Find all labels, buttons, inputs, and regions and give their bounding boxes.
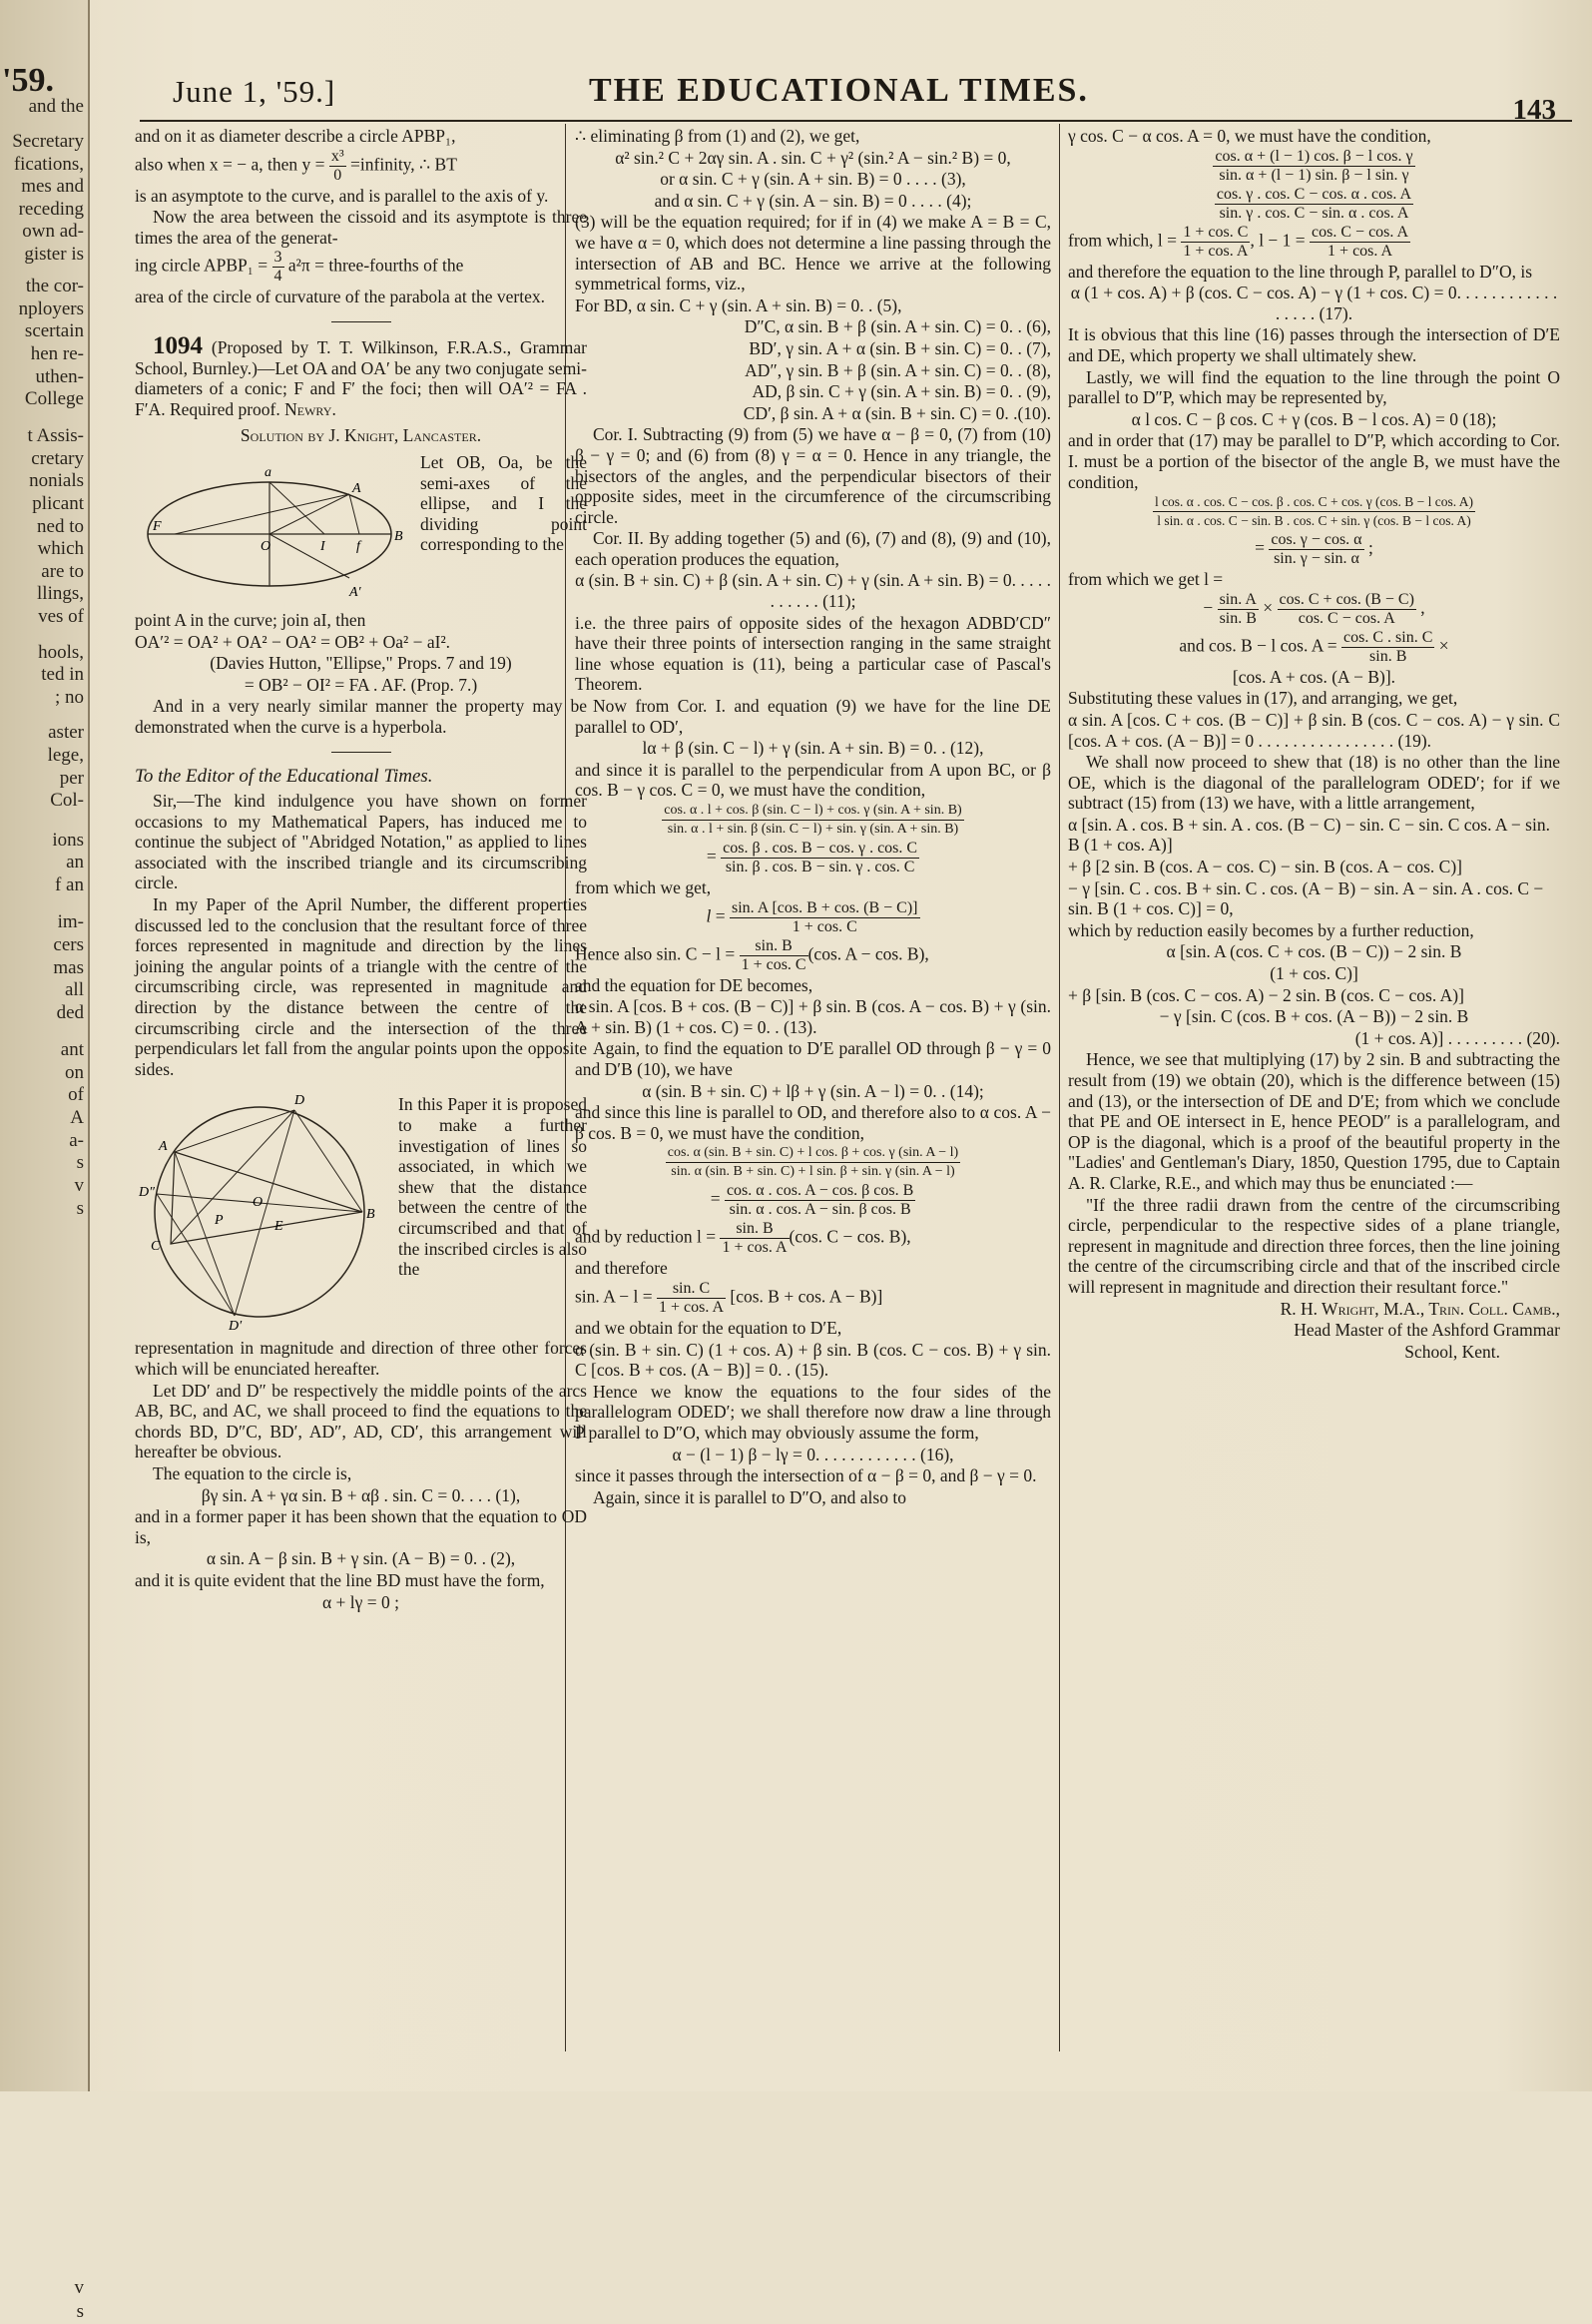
numerator: cos. α + (l − 1) cos. β − l cos. γ xyxy=(1215,147,1413,165)
text-paragraph: In this Paper it is proposed to make a further investigation of lines so associated, in which we shew that the distance between the centre of the circumscribed and that of the inscribed circles is also the xyxy=(398,1094,587,1280)
equation: AD, β sin. C + γ (sin. A + sin. B) = 0. . (9), xyxy=(752,381,1051,402)
equation: [cos. A + cos. (A − B)]. xyxy=(1232,666,1396,687)
previous-page-text-fragment: on xyxy=(65,1062,84,1083)
fraction xyxy=(1215,186,1413,223)
previous-page-text-fragment: ded xyxy=(56,1002,84,1023)
equation: βγ sin. A + γα sin. B + αβ . sin. C = 0. . . . (1), xyxy=(201,1484,521,1505)
label-D-prime: D′ xyxy=(229,1319,243,1335)
equation: α (sin. B + sin. C) + β (sin. A + sin. C) + γ (sin. A + sin. B) = 0. . . . . . . . . . . (11); xyxy=(575,570,1051,612)
equation: α (1 + cos. A) + β (cos. C − cos. A) − γ (1 + cos. C) = 0. . . . . . . . . . . . . . . . . (17). xyxy=(1070,283,1558,323)
previous-page-text-fragment: plicant xyxy=(32,493,84,514)
label-A-prime: A′ xyxy=(349,584,361,600)
text-paragraph: is an asymptote to the curve, and is parallel to the axis of y. xyxy=(135,185,549,206)
publication-title: THE EDUCATIONAL TIMES. xyxy=(589,72,1089,109)
equation-text: and cos. B − l cos. A = xyxy=(1179,635,1337,656)
previous-page-text-fragment: mas xyxy=(53,957,84,978)
chord-line xyxy=(294,1110,362,1212)
previous-page-text-fragment: llings, xyxy=(37,583,84,604)
previous-page-text-fragment: Col- xyxy=(50,790,84,811)
equation xyxy=(1068,148,1560,185)
equation-text: =infinity, ∴ BT xyxy=(350,154,457,175)
equation-text: (cos. A − cos. B), xyxy=(807,943,929,964)
equation xyxy=(575,1220,1051,1257)
equation-text: ing circle APBP₁ = xyxy=(135,255,268,276)
focal-line xyxy=(349,494,359,534)
numerator: 3 xyxy=(273,249,282,267)
text-paragraph: and we obtain for the equation to D′E, xyxy=(575,1317,842,1338)
previous-page-text-fragment: Secretary xyxy=(12,131,84,152)
equation-text: l xyxy=(706,905,712,926)
numerator: sin. B xyxy=(720,1220,789,1239)
equation: and α sin. C + γ (sin. A − sin. B) = 0 . . . . (4); xyxy=(654,190,972,211)
equation: α l cos. C − β cos. C + γ (cos. B − l cos. A) = 0 (18); xyxy=(1131,408,1497,429)
fraction xyxy=(730,899,920,936)
previous-page-text-fragment: scertain xyxy=(24,320,84,341)
text-paragraph: and since this line is parallel to OD, and therefore also to α cos. A − β cos. B = 0, we must have the condition, xyxy=(575,1102,1051,1143)
numerator: 1 + cos. C xyxy=(1183,223,1249,241)
equation: + β [2 sin. B (cos. A − cos. C) − sin. B (cos. A − cos. C)] xyxy=(1068,857,1462,877)
label-A: A xyxy=(352,480,361,496)
numerator: cos. C − cos. A xyxy=(1312,223,1409,241)
fraction xyxy=(720,1220,789,1257)
previous-page-text-fragment: v xyxy=(74,2277,84,2298)
previous-page-text-fragment: ted in xyxy=(41,664,84,685)
label-O: O xyxy=(253,1195,264,1211)
text-paragraph: And in a very nearly similar manner the property may be demonstrated when the curve is a hyperbola. xyxy=(135,696,587,737)
previous-page-text-fragment: ; no xyxy=(54,687,84,708)
letter-heading: To the Editor of the Educational Times. xyxy=(135,765,433,787)
solution-heading: Solution by J. Knight, Lancaster. xyxy=(240,425,482,446)
equation-text: [cos. B + cos. A − B)] xyxy=(730,1286,883,1307)
previous-page-text-fragment: receding xyxy=(18,199,84,220)
fraction xyxy=(721,840,919,876)
previous-page-edge xyxy=(0,0,90,2322)
fraction xyxy=(1153,493,1475,530)
previous-page-text-fragment: ned to xyxy=(37,516,84,537)
equation: lα + β (sin. C − l) + γ (sin. A + sin. B) = 0. . (12), xyxy=(642,738,984,759)
equation-text: sin. A − l = xyxy=(575,1286,653,1307)
equation: − γ [sin. C . cos. B + sin. C . cos. (A − B) − sin. A − sin. A . cos. C − sin. B (1 + cos. C)] = 0, xyxy=(1068,877,1544,919)
denominator: sin. α (sin. B + sin. C) + l sin. β + sin. γ (sin. A − l) xyxy=(671,1164,955,1180)
denominator: sin. α . cos. A − sin. β cos. B xyxy=(729,1201,911,1219)
text-paragraph: Let DD′ and D″ be respectively the middle points of the arcs AB, BC, and AC, we shall proceed to find the equations to the chords BD, D″C, BD′, AD″, AD, CD′, this arrangement will hereafter be obvious. xyxy=(135,1380,587,1462)
circumscribing-circle xyxy=(155,1107,364,1317)
label-C: C xyxy=(151,1239,161,1255)
text-paragraph: It is obvious that this line (16) passes through the intersection of D′E and DE, which property we shall ultimately shew. xyxy=(1068,324,1560,365)
text-paragraph: and since it is parallel to the perpendicular from A upon BC, or β cos. B − γ cos. C = 0, we must have the condition, xyxy=(575,759,1051,801)
equation-text: Hence also sin. C − l = xyxy=(575,943,736,964)
equation: + β [sin. B (cos. C − cos. A) − 2 sin. B (cos. C − cos. A)] xyxy=(1068,984,1464,1005)
equation: α sin. A [cos. B + cos. (B − C)] + β sin. B (cos. A − cos. B) + γ (sin. A + sin. B) (1 + cos. C) = 0. . (13). xyxy=(575,996,1051,1037)
author-signature: R. H. Wright, M.A., Trin. Coll. Camb., xyxy=(1280,1298,1560,1319)
previous-page-text-fragment: A xyxy=(70,1107,84,1128)
numerator: cos. γ − cos. α xyxy=(1271,531,1362,549)
equation-text: , l − 1 = xyxy=(1250,230,1306,251)
previous-page-text-fragment: s xyxy=(76,2301,84,2322)
fraction xyxy=(662,802,963,839)
denominator: 4 xyxy=(273,268,282,286)
text-paragraph: ∴ eliminating β from (1) and (2), we get, xyxy=(575,126,860,146)
text-paragraph: and it is quite evident that the line BD must have the form, xyxy=(135,1569,545,1590)
numerator: x³ xyxy=(330,147,344,165)
equation xyxy=(1068,493,1560,530)
previous-page-text-fragment: cers xyxy=(53,934,84,955)
fraction xyxy=(1278,591,1416,628)
equation xyxy=(575,802,1051,839)
equation-text: and by reduction l = xyxy=(575,1226,717,1247)
numerator: cos. α (sin. B + sin. C) + l cos. β + cos. γ (sin. A − l) xyxy=(666,1144,960,1163)
label-D-double-prime: D″ xyxy=(139,1185,155,1201)
semi-diameter-line xyxy=(269,494,349,534)
previous-page-text-fragment: hen re- xyxy=(30,343,84,364)
label-f: f xyxy=(356,538,360,554)
equation: α² sin.² C + 2αγ sin. A . sin. C + γ² (sin.² A − sin.² B) = 0, xyxy=(615,147,1011,168)
previous-page-text-fragment: t Assis- xyxy=(27,425,84,446)
question-number: 1094 xyxy=(153,331,203,359)
chord-line xyxy=(235,1110,294,1316)
denominator: sin. B xyxy=(1219,609,1257,627)
equation: (1 + cos. A)] . . . . . . . . . (20). xyxy=(1354,1027,1560,1048)
equation: α sin. A [cos. C + cos. (B − C)] + β sin. B (cos. C − cos. A) − γ sin. C [cos. A + cos. (A − B)] = 0 . . . . . . . . . . . . . . . . (19). xyxy=(1068,709,1560,751)
denominator: sin. B xyxy=(1369,647,1407,665)
previous-page-text-fragment: v xyxy=(74,1175,84,1196)
fraction xyxy=(1218,591,1259,628)
equation xyxy=(575,937,1051,974)
text-paragraph: and therefore xyxy=(575,1258,668,1279)
conjugate-semi-diameter-line xyxy=(269,534,349,578)
column-1 xyxy=(135,126,587,1613)
text-paragraph: Again, to find the equation to D′E parallel OD through β − γ = 0 and D′B (10), we have xyxy=(575,1038,1051,1079)
equation: For BD, α sin. C + γ (sin. A + sin. B) = 0. . (5), xyxy=(575,294,902,315)
fraction xyxy=(272,249,284,286)
previous-page-text-fragment: fications, xyxy=(13,154,84,175)
previous-page-text-fragment: an xyxy=(66,852,84,872)
text-paragraph: Cor. II. By adding together (5) and (6), (7) and (8), (9) and (10), each operation produces the equation, xyxy=(575,528,1051,569)
previous-page-text-fragment: nployers xyxy=(18,298,84,319)
denominator: 1 + cos. A xyxy=(1183,242,1249,260)
equation: OA′² = OA² + OA² − OA² = OB² + Oa² − aI². xyxy=(135,631,451,652)
previous-page-text-fragment: College xyxy=(24,388,84,409)
equation: = $\frac{\text{cos. α . cos. A − cos. β cos. B}}{\text{sin. α . cos. A − sin. β cos. B}}$ xyxy=(710,1182,914,1219)
fraction xyxy=(657,1280,726,1317)
label-P: P xyxy=(215,1213,224,1229)
column-3 xyxy=(1068,126,1560,1363)
text-paragraph: The equation to the circle is, xyxy=(153,1462,352,1483)
equation xyxy=(1068,186,1560,223)
previous-page-text-fragment: hools, xyxy=(38,642,84,663)
text-paragraph: and in order that (17) may be parallel to D″P, which according to Cor. I. must be a portion of the bisector of the angle B, we must have the condition, xyxy=(1068,430,1560,492)
label-F: F xyxy=(153,518,162,534)
previous-page-text-fragment: per xyxy=(59,768,84,789)
equation: AD″, γ sin. B + β (sin. A + sin. C) = 0. . (8), xyxy=(745,359,1051,380)
denominator: sin. β . cos. B − sin. γ . cos. C xyxy=(725,859,915,875)
equation: α [sin. A . cos. B + sin. A . cos. (B − C) − sin. C − sin. C cos. A − sin. B (1 + cos. A)] xyxy=(1068,814,1550,856)
text-paragraph: from which we get, xyxy=(575,877,712,897)
equation-reference: (Davies Hutton, "Ellipse," Props. 7 and 19) xyxy=(210,653,512,674)
label-B: B xyxy=(394,528,403,544)
text-paragraph: and therefore the equation to the line through P, parallel to D″O, is xyxy=(1068,261,1533,282)
fraction xyxy=(1341,629,1434,666)
text-paragraph: Again, since it is parallel to D″O, and also to xyxy=(593,1486,906,1507)
question-signature: Newry. xyxy=(284,398,336,419)
previous-page-text-fragment: are to xyxy=(41,561,84,582)
equation xyxy=(575,1280,1051,1317)
equation xyxy=(1068,224,1560,261)
equation: α − (l − 1) β − lγ = 0. . . . . . . . . . . . (16), xyxy=(672,1444,954,1464)
denominator: sin. γ . cos. C − sin. α . cos. A xyxy=(1219,204,1409,222)
quoted-theorem: "If the three radii drawn from the centre of the circumscribing circle, perpendicular to the respective sides of a plane triangle, represent in magnitude and direction three forces, then the line joining the centre of the circumscribing circle and that of the inscribed circle will represent in magnitude and direction their resultant force." xyxy=(1068,1194,1560,1297)
header-rule xyxy=(140,120,1572,122)
equation: CD′, β sin. A + α (sin. B + sin. C) = 0. .(10). xyxy=(743,402,1051,423)
equation: α (sin. B + sin. C) + lβ + γ (sin. A − l) = 0. . (14); xyxy=(642,1080,984,1101)
equation: − γ [sin. C (cos. B + cos. (A − B)) − 2 sin. B xyxy=(1159,1006,1469,1027)
previous-page-text-fragment: uthen- xyxy=(35,366,84,387)
equation: α [sin. A (cos. C + cos. (B − C)) − 2 sin. B xyxy=(1166,941,1462,962)
equation xyxy=(135,249,587,286)
text-paragraph: Hence, we see that multiplying (17) by 2 sin. B and subtracting the result from (19) we obtain (20), which is the difference between (15) and (13), or the intersection of DE and D′E; from which we conclude that PE and OE intersect in E, hence PEOD″ is a parallelogram, and OP is the diagonal, which is a proof of the beautiful property in the "Ladies' and Gentleman's Diary, 1850, Question 1795, due to Captain A. R. Clarke, R.E., and which may thus be enunciated :— xyxy=(1068,1049,1560,1193)
denominator: sin. α . l + sin. β (sin. C − l) + sin. γ (sin. A + sin. B) xyxy=(667,822,959,837)
previous-page-number: '59. xyxy=(2,62,54,99)
previous-page-text-fragment: gister is xyxy=(24,244,84,265)
denominator: 0 xyxy=(333,166,342,184)
numerator: cos. γ . cos. C − cos. α . cos. A xyxy=(1216,185,1412,203)
numerator: cos. C + cos. (B − C) xyxy=(1279,590,1414,608)
label-a: a xyxy=(265,464,271,480)
equation: = $\frac{\cos. \gamma - \cos. \alpha}{\sin. \gamma - \sin. \alpha}$ ; xyxy=(1255,531,1373,568)
denominator: 1 + cos. C xyxy=(792,917,857,935)
text-paragraph: representation in magnitude and direction of three other forces which will be enunciated hereafter. xyxy=(135,1338,587,1379)
equation-text: from which, l = xyxy=(1068,230,1178,251)
equation: = $\frac{\cos. \beta . \cos. B - \cos. \gamma . \cos. C}{\sin. \beta . \cos. B - \sin. \gamma . \cos. C}$ xyxy=(706,840,918,875)
numerator: cos. β . cos. B − cos. γ . cos. C xyxy=(723,840,918,857)
fraction xyxy=(1181,224,1250,261)
text-paragraph: and on it as diameter describe a circle APBP₁, xyxy=(135,126,456,146)
text-paragraph: Now from Cor. I. and equation (9) we have for the line DE parallel to OD′, xyxy=(575,696,1051,737)
previous-page-text-fragment: all xyxy=(65,979,84,1000)
equation: and cos. B − l cos. A = $\frac{\cos. C . \sin. C}{\sin. B}$ × xyxy=(1179,628,1449,665)
column-2 xyxy=(575,126,1051,1508)
issue-date: June 1, '59.] xyxy=(173,74,336,109)
text-paragraph: Sir,—The kind indulgence you have shown on former occasions to my Mathematical Papers, has induced me to continue the subject of "Abridged Notation," as applied to lines associated with the inscribed triangle and its circumscribing circle. xyxy=(135,791,587,893)
question-paragraph xyxy=(135,331,587,419)
previous-page-text-fragment: mes and xyxy=(21,176,84,197)
previous-page-text-fragment: s xyxy=(76,1152,84,1173)
previous-page-text-fragment: lege, xyxy=(47,745,84,766)
previous-page-text-fragment: and the xyxy=(28,96,84,117)
denominator: 1 + cos. A xyxy=(1327,242,1393,260)
ellipse-figure xyxy=(135,456,414,606)
chord-line xyxy=(175,1152,235,1316)
label-E: E xyxy=(274,1219,283,1235)
equation: α sin. A − β sin. B + γ sin. (A − B) = 0. . (2), xyxy=(206,1548,516,1569)
author-affiliation: School, Kent. xyxy=(1404,1341,1500,1362)
numerator: sin. A xyxy=(1219,590,1257,608)
fraction xyxy=(1213,148,1414,185)
text-paragraph: Now the area between the cissoid and its asymptote is three times the area of the generat- xyxy=(135,207,587,248)
numerator: l cos. α . cos. C − cos. β . cos. C + cos. γ (cos. B − l cos. A) xyxy=(1153,493,1475,512)
text-paragraph: (3) will be the equation required; for if in (4) we make A = B = C, we have α = 0, which does not determine a line passing through the intersection of AB and BC. Hence we arrive at the following symmetrical forms, viz., xyxy=(575,212,1051,294)
previous-page-text-fragment: a- xyxy=(69,1130,84,1151)
text-paragraph: and the equation for DE becomes, xyxy=(575,974,813,995)
previous-page-text-fragment: f an xyxy=(54,874,84,895)
page-number: 143 xyxy=(1512,94,1556,126)
text-paragraph: which by reduction easily becomes by a further reduction, xyxy=(1068,919,1474,940)
denominator: cos. C − cos. A xyxy=(1298,609,1395,627)
fraction xyxy=(329,148,346,185)
column-divider xyxy=(1059,124,1060,2051)
text-paragraph: γ cos. C − α cos. A = 0, we must have the condition, xyxy=(1068,126,1431,146)
figure-circle-block xyxy=(135,1080,587,1338)
page-header xyxy=(170,70,1562,126)
fraction xyxy=(740,937,808,974)
numerator: cos. C . sin. C xyxy=(1343,628,1433,646)
equation: l = $\frac{\sin. A [\cos. B + \cos. (B - C)]}{1 + \cos. C}$ xyxy=(706,898,918,935)
fraction xyxy=(1310,224,1410,261)
label-D: D xyxy=(294,1093,305,1109)
denominator: sin. γ − sin. α xyxy=(1274,550,1359,568)
equation: − $\frac{\sin. A}{\sin. B}$ × $\frac{\cos. C + \cos. (B - C)}{\cos. C - \cos. A}$ , xyxy=(1203,590,1425,627)
previous-page-text-fragment: ant xyxy=(60,1039,84,1060)
equation: α (sin. B + sin. C) (1 + cos. A) + β sin. B (cos. C − cos. B) + γ sin. C [cos. B + cos. (A − B)] = 0. . (15). xyxy=(575,1339,1051,1381)
equation: BD′, γ sin. A + α (sin. B + sin. C) = 0. . (7), xyxy=(749,337,1051,358)
label-O: O xyxy=(261,538,271,554)
equation: α + lγ = 0 ; xyxy=(322,1591,399,1612)
label-A: A xyxy=(159,1139,168,1155)
circle-figure xyxy=(135,1084,394,1334)
previous-page-text-fragment: of xyxy=(68,1084,84,1105)
focal-line xyxy=(175,494,349,534)
label-I: I xyxy=(320,538,325,554)
fraction xyxy=(725,1182,915,1219)
equation-text: a²π = three-fourths of the xyxy=(287,255,464,276)
text-paragraph: since it passes through the intersection of α − β = 0, and β − γ = 0. xyxy=(575,1465,1037,1486)
previous-page-text-fragment: cretary xyxy=(31,448,84,469)
numerator: sin. A [cos. B + cos. (B − C)] xyxy=(732,898,918,916)
fraction xyxy=(666,1144,960,1181)
numerator: cos. α . l + cos. β (sin. C − l) + cos. γ (sin. A + sin. B) xyxy=(662,802,963,821)
text-paragraph: area of the circle of curvature of the parabola at the vertex. xyxy=(135,287,546,307)
text-paragraph: point A in the curve; join aI, then xyxy=(135,609,366,630)
denominator: 1 + cos. C xyxy=(741,955,806,973)
text-paragraph: and in a former paper it has been shown that the equation to OD is, xyxy=(135,1506,587,1547)
equation xyxy=(575,1144,1051,1181)
denominator: sin. α + (l − 1) sin. β − l sin. γ xyxy=(1219,166,1409,184)
section-rule xyxy=(331,752,391,753)
numerator: cos. α . cos. A − cos. β cos. B xyxy=(726,1182,914,1200)
section-rule xyxy=(331,321,391,322)
text-paragraph: from which we get l = xyxy=(1068,569,1224,590)
text-paragraph: In my Paper of the April Number, the different properties discussed led to the conclusion that the resultant force of three forces represented in magnitude and direction by the lines joining the angular points of a triangle with the centre of the circumscribing circle, was represented in magnitude and direction by the distance between the centre of the circumscribing circle and the intersection of the three perpendiculars let fall from the angular points upon the opposite sides. xyxy=(135,894,587,1079)
label-B: B xyxy=(366,1207,375,1223)
equation: = OB² − OI² = FA . AF. (Prop. 7.) xyxy=(244,674,478,695)
numerator: sin. B xyxy=(740,937,808,956)
denominator: l sin. α . cos. C − sin. B . cos. C + sin. γ (cos. B − l cos. A) xyxy=(1157,513,1471,529)
text-paragraph: Lastly, we will find the equation to the line through the point O parallel to D″P, which may be represented by, xyxy=(1068,366,1560,408)
text-paragraph: i.e. the three pairs of opposite sides of the hexagon ADBD′CD″ have their three points of intersection ranging in the same straight line whose equation is (11), being a particular case of Pascal's Theorem. xyxy=(575,612,1051,695)
previous-page-text-fragment: aster xyxy=(48,722,84,743)
equation: (1 + cos. C)] xyxy=(1270,963,1358,984)
equation-text: (cos. C − cos. B), xyxy=(789,1226,911,1247)
numerator: sin. C xyxy=(657,1280,726,1299)
author-affiliation: Head Master of the Ashford Grammar xyxy=(1294,1320,1560,1341)
figure-ellipse-block xyxy=(135,452,587,610)
previous-page-text-fragment: which xyxy=(37,538,84,559)
equation xyxy=(135,148,587,185)
previous-page-text-fragment: ions xyxy=(52,830,84,851)
previous-page-text-fragment: the cor- xyxy=(25,276,84,296)
text-paragraph: Substituting these values in (17), and arranging, we get, xyxy=(1068,688,1458,709)
equation: or α sin. C + γ (sin. A + sin. B) = 0 . . . . (3), xyxy=(660,169,966,190)
text-paragraph: We shall now proceed to shew that (18) is no other than the line OE, which is the diagonal of the parallelogram ODED′; for if we subtract (15) from (13) we have, with a little arrangement, xyxy=(1068,752,1560,814)
previous-page-text-fragment: own ad- xyxy=(22,221,84,242)
equation: D″C, α sin. B + β (sin. A + sin. C) = 0. . (6), xyxy=(744,316,1051,337)
previous-page-text-fragment: nonials xyxy=(29,470,84,491)
text-paragraph: Hence we know the equations to the four sides of the parallelogram ODED′; we shall therefore now draw a line through P parallel to D″O, which may obviously assume the form, xyxy=(575,1381,1051,1443)
denominator: 1 + cos. A xyxy=(722,1239,788,1257)
text-paragraph: Cor. I. Subtracting (9) from (5) we have α − β = 0, (7) from (10) β − γ = 0; and (6) from (8) γ = α = 0. Hence in any triangle, the bisectors of the angles, and the perpendicular bisectors of their opposite sides, meet in the circumference of the circumscribing circle. xyxy=(575,424,1051,527)
question-text: (Proposed by T. T. Wilkinson, F.R.A.S., Grammar School, Burnley.)—Let OA and OA′ be any two conjugate semi-diameters of a conic; F and F′ the foci; then will OA′² = FA . F′A. Required proof. xyxy=(135,336,587,419)
line-aI xyxy=(269,482,324,534)
previous-page-text-fragment: ves of xyxy=(38,606,84,627)
fraction xyxy=(1269,531,1363,568)
text-paragraph: Let OB, Oa, be the semi-axes of the ellipse, and I the dividing point corresponding to the xyxy=(420,451,587,555)
previous-page-text-fragment: im- xyxy=(57,911,84,932)
denominator: 1 + cos. A xyxy=(658,1298,725,1316)
previous-page-text-fragment: s xyxy=(76,1198,84,1219)
equation-text: also when x = − a, then y = xyxy=(135,154,325,175)
